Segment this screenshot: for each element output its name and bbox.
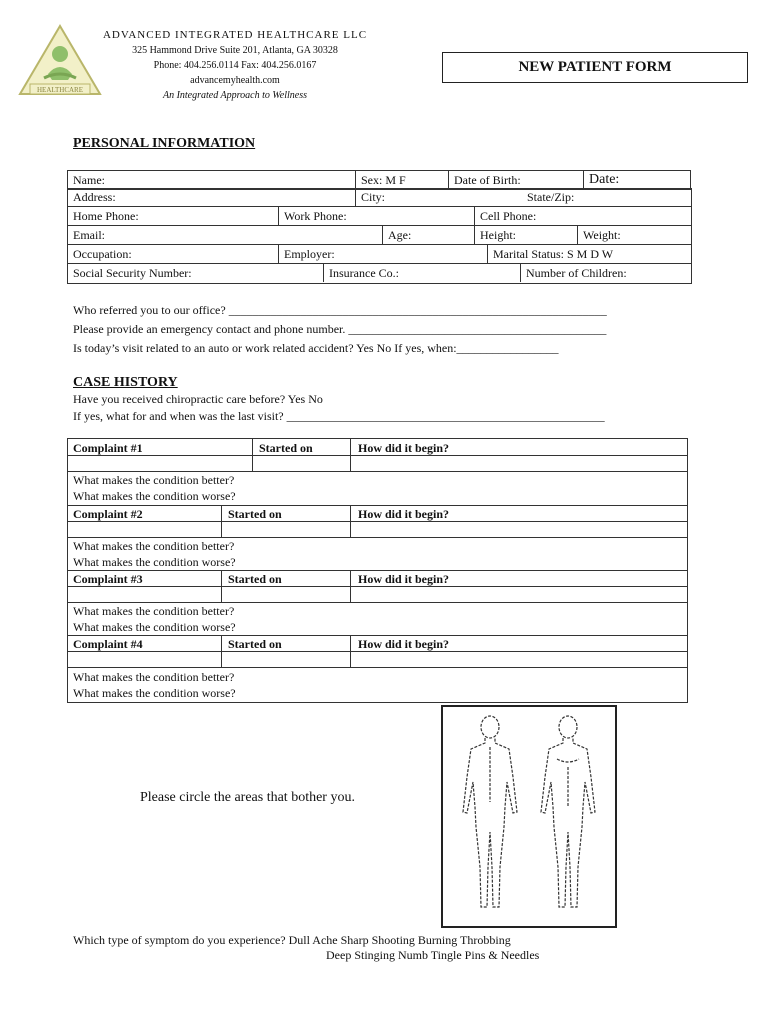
marital-status-field[interactable]: Marital Status: S M D W (493, 247, 614, 261)
started-on-label: Started on (228, 637, 282, 651)
clinic-logo (18, 24, 102, 100)
dob-field[interactable]: Date of Birth: (449, 171, 584, 190)
body-figures-image (443, 707, 615, 926)
emergency-contact-question[interactable]: Please provide an emergency contact and phone number. ___________________________________________ (73, 322, 607, 336)
name-field[interactable]: Name: (68, 171, 356, 190)
clinic-tagline: An Integrated Approach to Wellness (162, 90, 308, 101)
better-question[interactable]: What makes the condition better? (73, 539, 235, 553)
better-question[interactable]: What makes the condition better? (73, 670, 235, 684)
worse-question[interactable]: What makes the condition worse? (73, 686, 236, 700)
clinic-header (100, 28, 370, 103)
clinic-website: advancemyhealth.com (190, 75, 280, 86)
case-history-heading: CASE HISTORY (73, 375, 178, 390)
home-phone-field[interactable]: Home Phone: (73, 209, 139, 223)
height-field[interactable]: Height: (480, 228, 516, 242)
started-on-label: Started on (228, 572, 282, 586)
accident-question[interactable]: Is today’s visit related to an auto or work related accident? Yes No If yes, when:_________________ (73, 341, 559, 355)
employer-field[interactable]: Employer: (284, 247, 335, 261)
personal-info-table (67, 170, 691, 190)
logo-text: HEALTHCARE (36, 86, 84, 94)
worse-question[interactable]: What makes the condition worse? (73, 555, 236, 569)
clinic-phones: Phone: 404.256.0114 Fax: 404.256.0167 (153, 60, 317, 71)
clinic-address: 325 Hammond Drive Suite 201, Atlanta, GA 30328 (132, 45, 338, 56)
personal-info-heading: PERSONAL INFORMATION (73, 136, 256, 151)
how-began-label: How did it begin? (358, 441, 450, 455)
how-began-label: How did it begin? (358, 507, 450, 521)
symptom-question[interactable]: Which type of symptom do you experience? Dull Ache Sharp Shooting Burning Throbbing (73, 933, 511, 947)
started-on-label: Started on (228, 507, 282, 521)
date-field[interactable]: Date: (584, 171, 691, 190)
email-field[interactable]: Email: (73, 228, 105, 242)
body-diagram[interactable] (441, 705, 617, 928)
started-on-label: Started on (259, 441, 313, 455)
occupation-field[interactable]: Occupation: (73, 247, 132, 261)
body-diagram-instruction: Please circle the areas that bother you. (140, 790, 355, 805)
last-visit-question[interactable]: If yes, what for and when was the last visit? _____________________________________________________ (73, 409, 605, 423)
complaint-label: Complaint #4 (73, 637, 143, 651)
children-field[interactable]: Number of Children: (526, 266, 627, 280)
weight-field[interactable]: Weight: (583, 228, 621, 242)
complaint-label: Complaint #1 (73, 441, 143, 455)
referral-question[interactable]: Who referred you to our office? _______________________________________________________________ (73, 303, 607, 317)
complaint-label: Complaint #2 (73, 507, 143, 521)
insurance-field[interactable]: Insurance Co.: (329, 266, 399, 280)
ssn-field[interactable]: Social Security Number: (73, 266, 192, 280)
how-began-label: How did it begin? (358, 637, 450, 651)
city-field[interactable]: City: (361, 190, 386, 204)
address-field[interactable]: Address: (73, 190, 116, 204)
how-began-label: How did it begin? (358, 572, 450, 586)
form-title: NEW PATIENT FORM (442, 52, 748, 83)
better-question[interactable]: What makes the condition better? (73, 473, 235, 487)
cell-phone-field[interactable]: Cell Phone: (480, 209, 537, 223)
sex-field[interactable]: Sex: M F (356, 171, 449, 190)
worse-question[interactable]: What makes the condition worse? (73, 489, 236, 503)
symptom-options[interactable]: Deep Stinging Numb Tingle Pins & Needles (326, 948, 540, 962)
clinic-name: ADVANCED INTEGRATED HEALTHCARE LLC (102, 29, 368, 41)
better-question[interactable]: What makes the condition better? (73, 604, 235, 618)
age-field[interactable]: Age: (388, 228, 412, 242)
work-phone-field[interactable]: Work Phone: (284, 209, 347, 223)
prior-care-question[interactable]: Have you received chiropractic care before? Yes No (73, 392, 323, 406)
worse-question[interactable]: What makes the condition worse? (73, 620, 236, 634)
state-zip-field[interactable]: State/Zip: (527, 190, 575, 204)
complaint-label: Complaint #3 (73, 572, 143, 586)
